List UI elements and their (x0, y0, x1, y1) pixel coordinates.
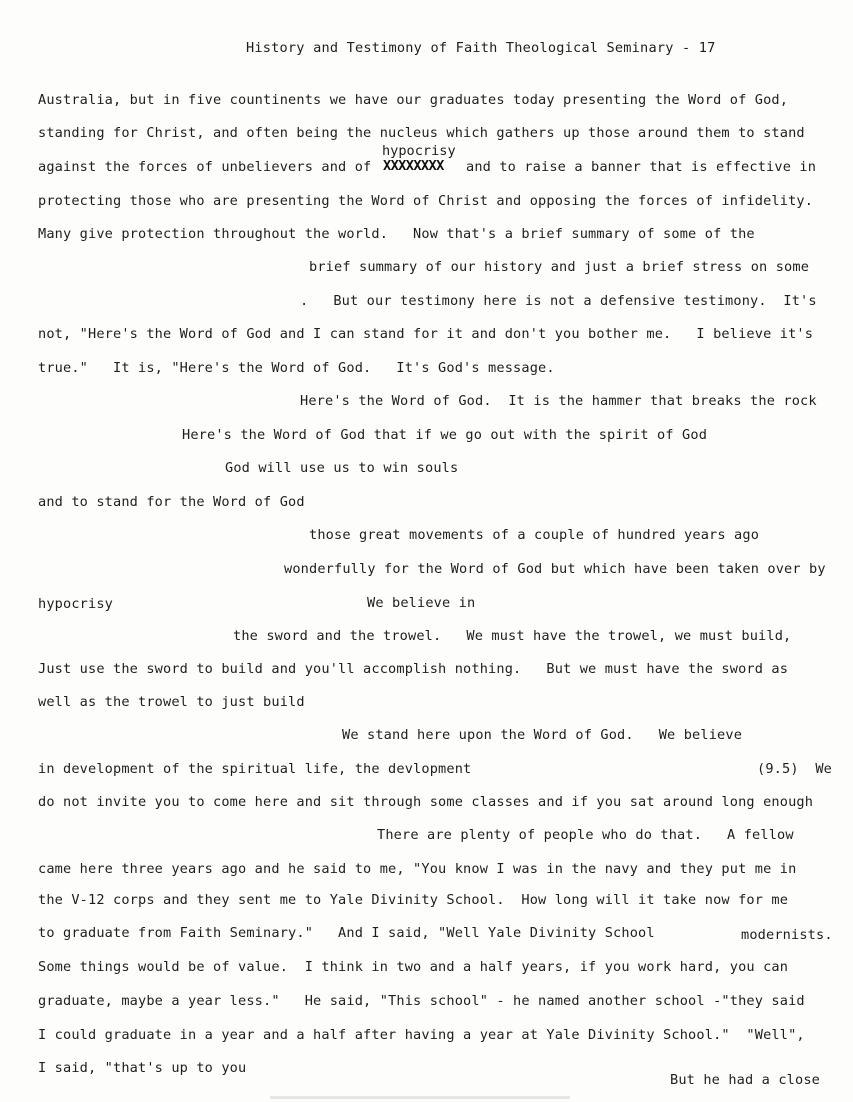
text-line: Just use the sword to build and you'll accomplish nothing. But we must have the sword as (38, 661, 789, 677)
text-line: (9.5) We (757, 761, 833, 777)
text-line: Some things would be of value. I think in two and a half years, if you work hard, you can (38, 959, 789, 975)
text-line: There are plenty of people who do that. A fellow (377, 827, 794, 843)
text-line: I said, "that's up to you (38, 1060, 247, 1076)
text-line: I could graduate in a year and a half after having a year at Yale Divinity School." "Well", (38, 1027, 805, 1043)
text-line: Many give protection throughout the world. Now that's a brief summary of some of the (38, 226, 755, 242)
text-line: not, "Here's the Word of God and I can stand for it and don't you bother me. I believe it's (38, 326, 814, 342)
text-line: modernists. (741, 927, 833, 943)
text-line: against the forces of unbelievers and of (38, 159, 372, 175)
text-line: brief summary of our history and just a brief stress on some (309, 259, 810, 275)
text-line: God will use us to win souls (225, 460, 459, 476)
text-line: do not invite you to come here and sit through some classes and if you sat around long enough (38, 794, 814, 810)
text-line: Here's the Word of God that if we go out with the spirit of God (182, 427, 708, 443)
text-line: We believe in (367, 595, 476, 611)
text-line: the V-12 corps and they sent me to Yale Divinity School. How long will it take now for me (38, 892, 789, 908)
text-line: . But our testimony here is not a defensive testimony. It's (300, 293, 817, 309)
text-line: those great movements of a couple of hundred years ago (309, 527, 760, 543)
scan-smudge (270, 1096, 570, 1099)
text-line: to graduate from Faith Seminary." And I said, "Well Yale Divinity School (38, 925, 655, 941)
page-title: History and Testimony of Faith Theological Seminary - 17 (246, 40, 716, 56)
text-line: Australia, but in five countinents we have our graduates today presenting the Word of God, (38, 92, 789, 108)
struck-out-word: XXXXXXXX (383, 158, 444, 174)
text-line: graduate, maybe a year less." He said, "This school" - he named another school -"they said (38, 993, 805, 1009)
text-line: well as the trowel to just build (38, 694, 305, 710)
text-line: came here three years ago and he said to me, "You know I was in the navy and they put me in (38, 861, 797, 877)
text-line: protecting those who are presenting the Word of Christ and opposing the forces of infidelity. (38, 193, 814, 209)
text-line: Here's the Word of God. It is the hammer that breaks the rock (300, 393, 817, 409)
text-line: the sword and the trowel. We must have the trowel, we must build, (233, 628, 792, 644)
text-line: We stand here upon the Word of God. We believe (342, 727, 743, 743)
text-line: true." It is, "Here's the Word of God. It's God's message. (38, 360, 555, 376)
text-line: hypocrisy (38, 596, 114, 612)
text-line: wonderfully for the Word of God but which have been taken over by (284, 561, 826, 577)
text-line: standing for Christ, and often being the nucleus which gathers up those around them to stand (38, 125, 805, 141)
text-line: in development of the spiritual life, the devlopment (38, 761, 472, 777)
text-line: But he had a close (670, 1072, 821, 1088)
text-line: and to raise a banner that is effective in (466, 159, 817, 175)
text-line: and to stand for the Word of God (38, 494, 305, 510)
inserted-correction: hypocrisy (382, 143, 456, 159)
